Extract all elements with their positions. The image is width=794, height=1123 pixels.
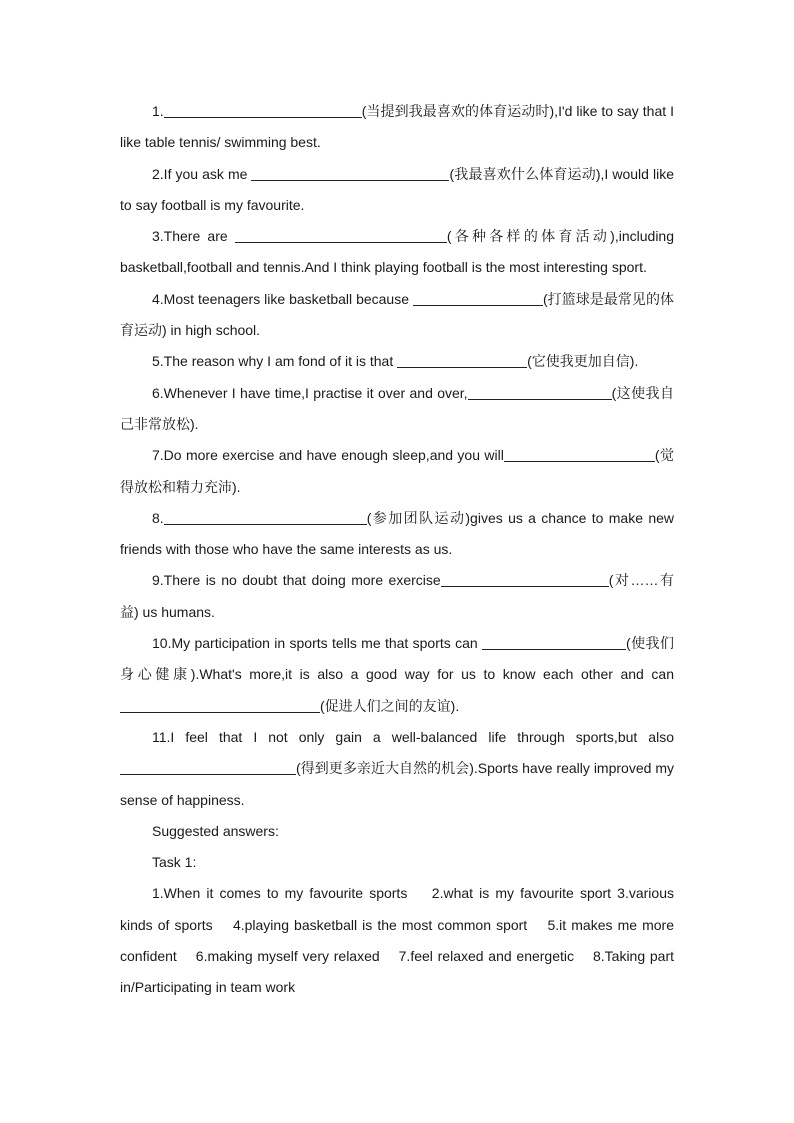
answer-blank[interactable]: [441, 572, 609, 587]
question-8: [120, 503, 674, 566]
question-4: [120, 284, 674, 347]
question-10: [120, 628, 674, 722]
question-text: (打篮球是最常见的体育运动) in high school.: [120, 290, 674, 339]
answers-heading: Suggested answers:: [152, 822, 279, 839]
answer-blank[interactable]: [235, 228, 447, 243]
answer-blank[interactable]: [413, 291, 543, 306]
question-text: (觉得放松和精力充沛).: [120, 447, 674, 495]
answers-task-label: Task 1:: [152, 854, 197, 871]
question-7: [120, 440, 674, 503]
answer-blank[interactable]: [164, 510, 367, 525]
question-9: [120, 565, 674, 628]
question-text: 7.Do more exercise and have enough sleep,and you will: [152, 447, 504, 464]
question-text: (参加团队运动)gives us a chance to make new friends with those who have the same interests as us.: [120, 509, 674, 558]
answer-blank[interactable]: [164, 103, 362, 118]
question-text: (当提到我最喜欢的体育运动时),I'd like to say that I like table tennis/ swimming best.: [120, 103, 674, 151]
question-6: [120, 378, 674, 441]
question-1: [120, 96, 674, 159]
answer-blank[interactable]: [468, 385, 612, 400]
question-text: 2.If you ask me: [152, 165, 252, 182]
question-text: 9.There is no doubt that doing more exercise: [152, 572, 441, 589]
question-number: 1.: [152, 103, 164, 119]
question-text: 10.My participation in sports tells me that sports can: [152, 635, 482, 652]
answers-text: 1.When it comes to my favourite sports 2.what is my favourite sport 3.various kinds of sports 4.playing basketball is the most common sport 5.it makes me more confident 6.making myself very relaxed 7.feel relaxed and energetic 8.Taking part in/Participating in team work: [120, 885, 674, 996]
question-11: [120, 722, 674, 816]
question-text: 4.Most teenagers like basketball because: [152, 290, 413, 307]
question-text: 11.I feel that I not only gain a well-balanced life through sports,but also: [152, 728, 674, 745]
answer-blank[interactable]: [120, 760, 296, 775]
question-text: 5.The reason why I am fond of it is that: [152, 353, 398, 370]
question-2: [120, 159, 674, 222]
question-text: (对……有益) us humans.: [120, 572, 674, 620]
question-text: (我最喜欢什么体育运动),I would like to say football is my favourite.: [120, 165, 675, 213]
answer-blank[interactable]: [251, 166, 449, 181]
question-text: (它使我更加自信).: [527, 353, 639, 370]
answer-blank[interactable]: [482, 635, 626, 650]
question-text: (得到更多亲近大自然的机会).Sports have really improved my sense of happiness.: [120, 760, 674, 808]
answer-blank[interactable]: [504, 447, 655, 462]
question-text: (这使我自己非常放松).: [120, 384, 674, 432]
question-text: (促进人们之间的友谊).: [320, 697, 460, 714]
answer-blank[interactable]: [120, 698, 320, 713]
answer-blank[interactable]: [397, 353, 527, 368]
question-text: 6.Whenever I have time,I practise it over and over,: [152, 384, 468, 401]
question-text: (各种各样的体育活动),including basketball,football and tennis.And I think playing football is the most interesting sport.: [120, 228, 674, 276]
question-5: [120, 346, 674, 377]
question-3: [120, 221, 674, 284]
exercise-page: [120, 96, 674, 1004]
question-number: 8.: [152, 509, 164, 526]
question-text: (使我们身心健康).What's more,it is also a good way for us to know each other and can: [120, 635, 674, 683]
question-text: 3.There are: [152, 228, 235, 245]
